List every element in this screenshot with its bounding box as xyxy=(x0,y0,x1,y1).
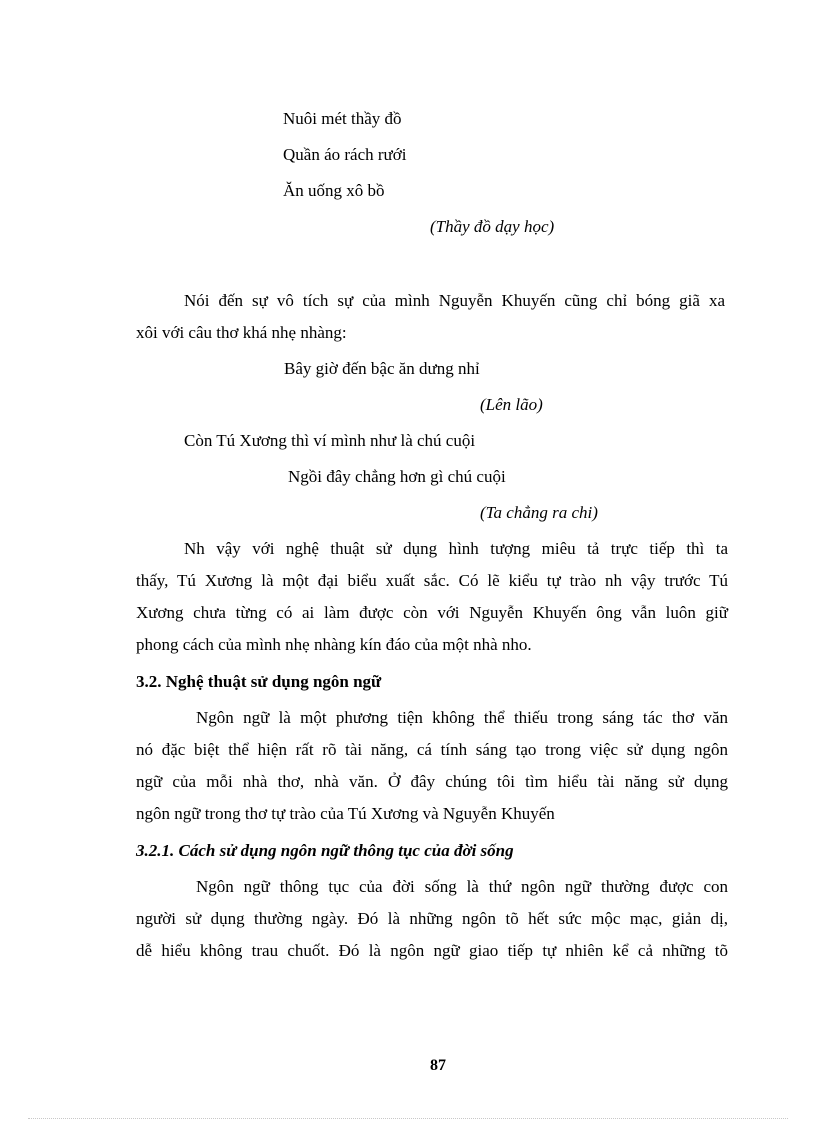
page-number: 87 xyxy=(430,1057,446,1074)
para5-line-1: Ngôn ngữ thông tục của đời sống là thứ ngôn ngữ thường được con xyxy=(196,877,728,896)
poem1-source: (Thầy đồ dạy học) xyxy=(430,217,555,236)
para3-line-3: Xương chưa từng có ai làm được còn với Nguyễn Khuyến ông vẫn luôn giữ xyxy=(136,603,728,622)
verse3-line: Ngồi đây chẳng hơn gì chú cuội xyxy=(288,467,506,486)
section-heading-3-2: 3.2. Nghệ thuật sử dụng ngôn ngữ xyxy=(136,672,382,691)
para5-line-3: dễ hiểu không trau chuốt. Đó là ngôn ngữ giao tiếp tự nhiên kể cả những tõ xyxy=(136,941,728,960)
poem1-line-1: Nuôi mét thầy đồ xyxy=(283,109,402,128)
section-heading-3-2-1: 3.2.1. Cách sử dụng ngôn ngữ thông tục của đời sống xyxy=(136,841,514,860)
verse2-line: Bây giờ đến bậc ăn dưng nhỉ xyxy=(284,359,480,378)
para3-line-2: thấy, Tú Xương là một đại biểu xuất sắc. Có lẽ kiểu tự trào nh vậy trước Tú xyxy=(136,571,728,590)
para1-line-2: xôi với câu thơ khá nhẹ nhàng: xyxy=(136,323,347,342)
poem1-line-3: Ăn uống xô bồ xyxy=(283,181,385,200)
para4-line-1: Ngôn ngữ là một phương tiện không thể thiếu trong sáng tác thơ văn xyxy=(196,708,728,727)
page-bottom-divider xyxy=(28,1118,788,1119)
para3-line-4: phong cách của mình nhẹ nhàng kín đáo của một nhà nho. xyxy=(136,635,532,654)
para2-line: Còn Tú Xương thì ví mình như là chú cuội xyxy=(184,431,476,450)
para4-line-2: nó đặc biệt thể hiện rất rõ tài năng, cá tính sáng tạo trong việc sử dụng ngôn xyxy=(136,740,728,759)
para4-line-4: ngôn ngữ trong thơ tự trào của Tú Xương và Nguyễn Khuyến xyxy=(136,804,555,823)
para3-line-1: Nh vậy với nghệ thuật sử dụng hình tượng miêu tả trực tiếp thì ta xyxy=(184,539,728,558)
poem1-line-2: Quần áo rách rưới xyxy=(283,145,407,164)
verse3-source: (Ta chẳng ra chi) xyxy=(480,503,598,522)
para5-line-2: người sử dụng thường ngày. Đó là những ngôn tõ hết sức mộc mạc, giản dị, xyxy=(136,909,728,928)
para1-line-1: Nói đến sự vô tích sự của mình Nguyễn Khuyến cũng chỉ bóng giã xa xyxy=(184,291,725,310)
verse2-source: (Lên lão) xyxy=(480,395,543,414)
para4-line-3: ngữ của mỗi nhà thơ, nhà văn. Ở đây chúng tôi tìm hiểu tài năng sử dụng xyxy=(136,772,728,791)
